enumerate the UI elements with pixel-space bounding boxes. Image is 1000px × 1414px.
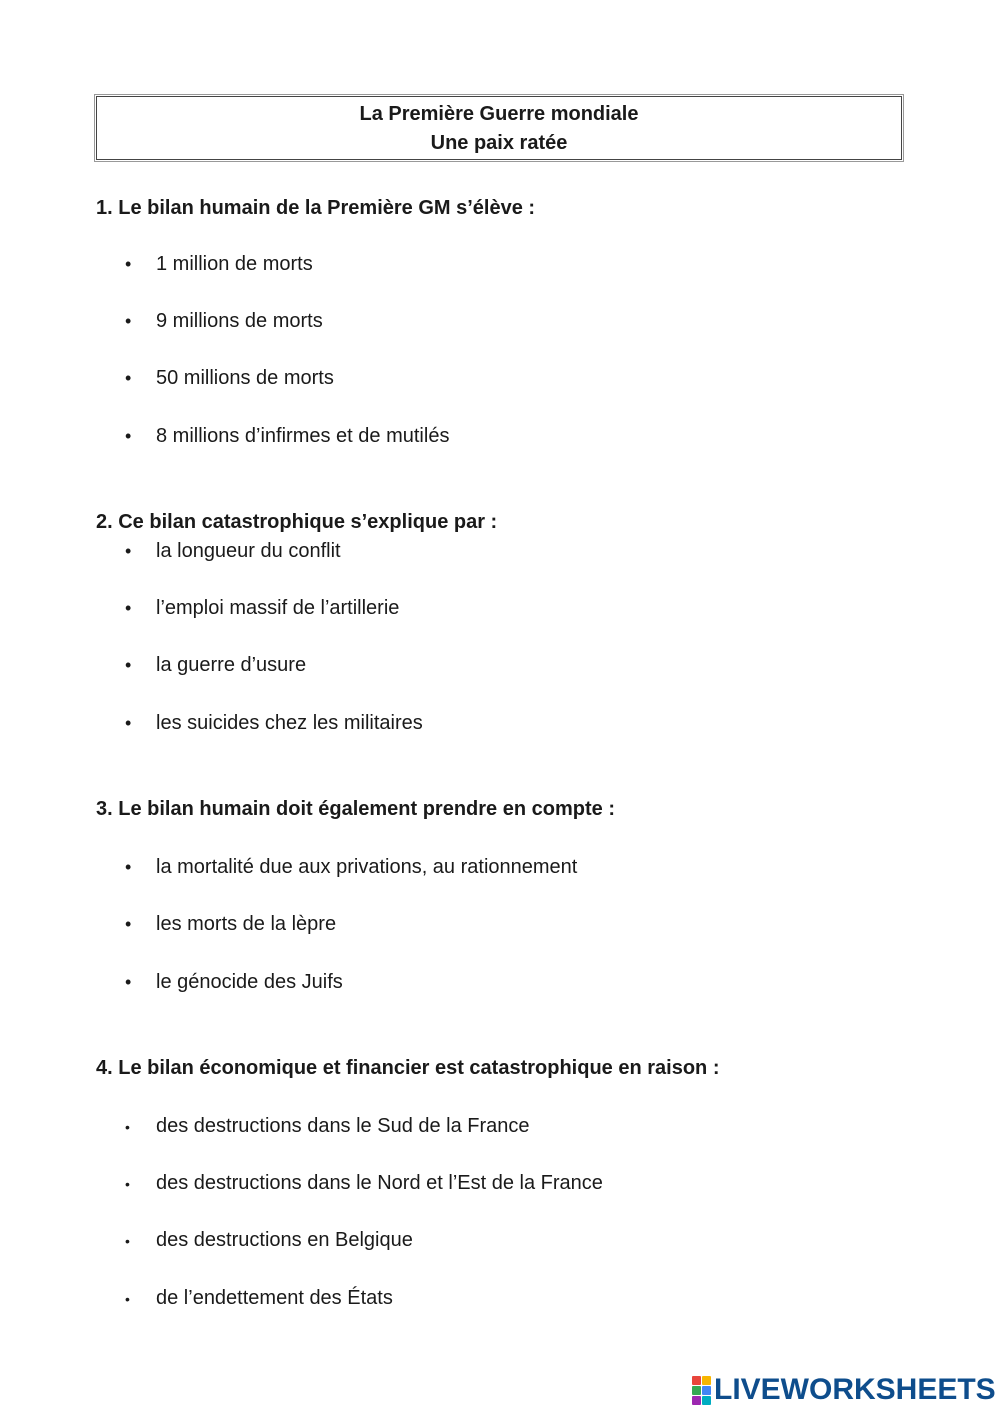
option-label: la guerre d’usure xyxy=(156,654,307,676)
option-label: des destructions dans le Sud de la France xyxy=(156,1115,530,1137)
option-label: l’emploi massif de l’artillerie xyxy=(156,597,400,619)
option-label: 8 millions d’infirmes et de mutilés xyxy=(156,425,450,447)
q1-option-3[interactable] xyxy=(125,366,334,390)
logo-mark-icon xyxy=(692,1376,711,1405)
option-label: des destructions dans le Nord et l’Est de la France xyxy=(156,1172,603,1194)
question-1: 1. Le bilan humain de la Première GM s’élève : xyxy=(96,197,536,219)
logo-mark-tile xyxy=(692,1376,701,1385)
option-label: des destructions en Belgique xyxy=(156,1229,413,1251)
question-4: 4. Le bilan économique et financier est catastrophique en raison : xyxy=(96,1057,720,1079)
bullet: • xyxy=(125,254,132,274)
bullet: • xyxy=(125,426,132,446)
question-2: 2. Ce bilan catastrophique s’explique par : xyxy=(96,511,498,533)
q2-option-2[interactable] xyxy=(125,596,399,620)
bullet: • xyxy=(125,1119,130,1135)
q1-option-1[interactable] xyxy=(125,252,313,276)
q4-option-4[interactable] xyxy=(125,1286,393,1311)
question-3: 3. Le bilan humain doit également prendre en compte : xyxy=(96,798,615,820)
q4-option-2[interactable] xyxy=(125,1171,603,1196)
option-label: la longueur du conflit xyxy=(156,540,341,562)
q2-option-1[interactable] xyxy=(125,539,341,563)
logo-mark-tile xyxy=(692,1386,701,1395)
logo-text: LIVEWORKSHEETS xyxy=(714,1373,996,1406)
q4-option-3[interactable] xyxy=(125,1228,413,1253)
bullet: • xyxy=(125,713,132,733)
option-label: 50 millions de morts xyxy=(156,367,334,389)
q2-option-4[interactable] xyxy=(125,711,423,735)
bullet: • xyxy=(125,1291,130,1307)
option-label: 9 millions de morts xyxy=(156,310,323,332)
title-box xyxy=(96,96,902,160)
bullet: • xyxy=(125,598,132,618)
bullet: • xyxy=(125,1233,130,1249)
bullet: • xyxy=(125,972,132,992)
q4-option-1[interactable] xyxy=(125,1114,530,1139)
bullet: • xyxy=(125,1176,130,1192)
title-line-2: Une paix ratée xyxy=(430,132,568,154)
option-label: le génocide des Juifs xyxy=(156,971,343,993)
option-label: la mortalité due aux privations, au rationnement xyxy=(156,856,578,878)
option-label: les morts de la lèpre xyxy=(156,913,337,935)
option-label: de l’endettement des États xyxy=(156,1287,393,1309)
bullet: • xyxy=(125,368,132,388)
liveworksheets-logo xyxy=(692,1374,996,1406)
logo-mark-tile xyxy=(702,1376,711,1385)
logo-mark-tile xyxy=(702,1396,711,1405)
logo-mark-tile xyxy=(692,1396,701,1405)
logo-mark-tile xyxy=(702,1386,711,1395)
title-line-1: La Première Guerre mondiale xyxy=(359,103,639,125)
bullet: • xyxy=(125,857,132,877)
bullet: • xyxy=(125,311,132,331)
q3-option-3[interactable] xyxy=(125,970,343,994)
option-label: les suicides chez les militaires xyxy=(156,712,423,734)
q2-option-3[interactable] xyxy=(125,653,306,677)
bullet: • xyxy=(125,541,132,561)
q3-option-2[interactable] xyxy=(125,912,336,936)
q3-option-1[interactable] xyxy=(125,855,577,879)
bullet: • xyxy=(125,655,132,675)
q1-option-4[interactable] xyxy=(125,424,449,448)
bullet: • xyxy=(125,914,132,934)
option-label: 1 million de morts xyxy=(156,253,313,275)
q1-option-2[interactable] xyxy=(125,309,323,333)
